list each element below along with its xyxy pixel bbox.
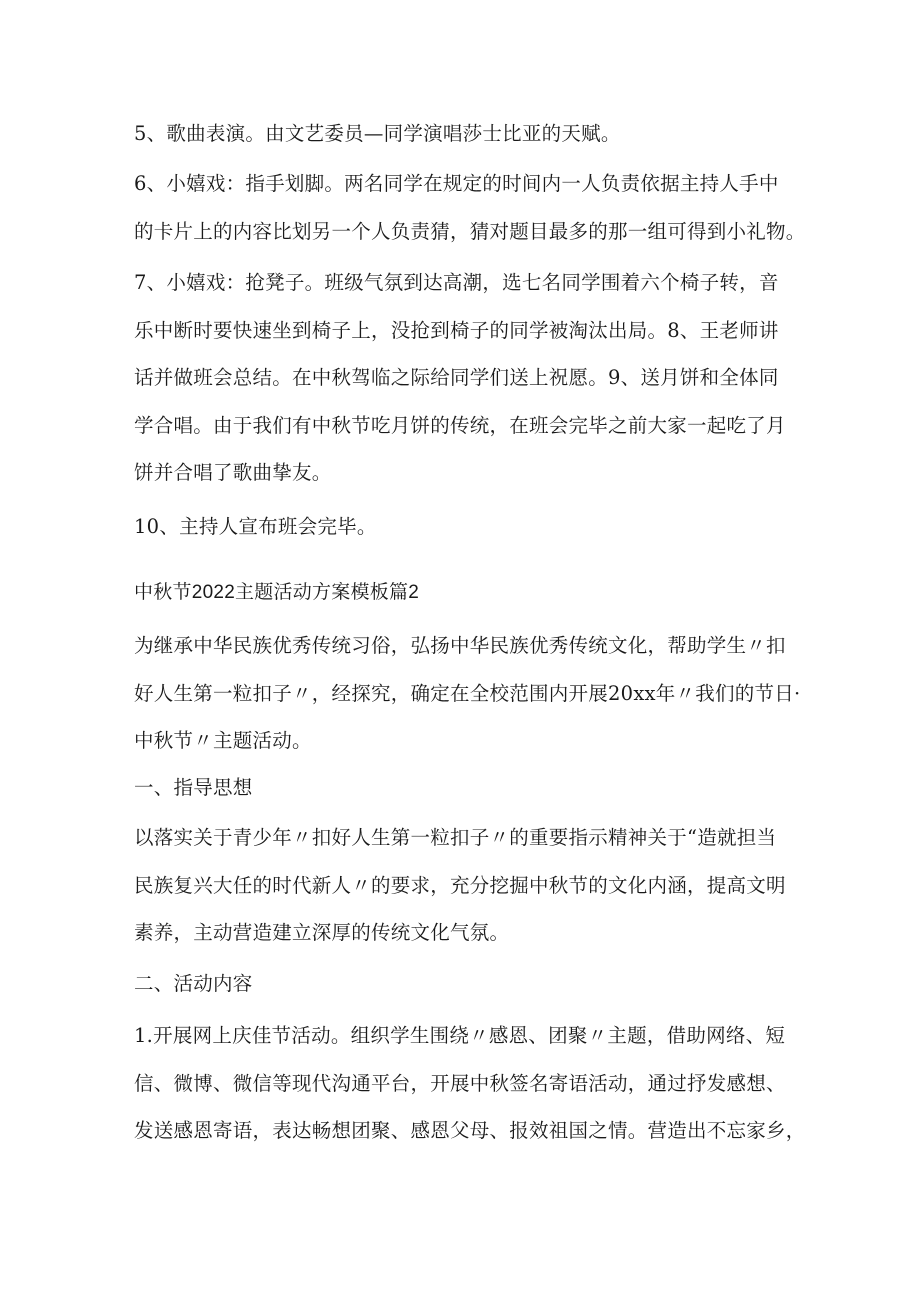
text-line: 1.开展网上庆佳节活动。组织学生围绕〃感恩、团聚〃主题，借助网络、短 xyxy=(134,1024,786,1047)
text-line: 10、主持人宣布班会完毕。 xyxy=(134,515,377,538)
text-line: 饼并合唱了歌曲挚友。 xyxy=(134,461,332,485)
heading-activity-content xyxy=(134,960,794,1008)
item-5-paragraph xyxy=(134,110,794,158)
activity-1-paragraph xyxy=(134,1012,806,1155)
text-line: 素养，主动营造建立深厚的传统文化气氛。 xyxy=(134,921,510,945)
text-line: 的卡片上的内容比划另一个人负责猜，猜对题目最多的那一组可得到小礼物。 xyxy=(134,219,806,243)
text-line: 为继承中华民族优秀传统习俗，弘扬中华民族优秀传统文化，帮助学生〃扣 xyxy=(134,634,786,657)
item-6-paragraph xyxy=(134,160,806,255)
text-line: 以落实关于青少年〃扣好人生第一粒扣子〃的重要指示精神关于“造就担当 xyxy=(134,826,777,849)
text-line: 二、活动内容 xyxy=(134,972,253,995)
text-line: 中秋节〃主题活动。 xyxy=(134,729,312,753)
item-10-paragraph xyxy=(134,503,794,551)
text-line: 好人生第一粒扣子〃，经探究，确定在全校范围内开展20xx年〃我们的节日· xyxy=(134,681,801,705)
text-line: 学合唱。由于我们有中秋节吃月饼的传统，在班会完毕之前大家一起吃了月 xyxy=(134,413,786,437)
text-line: 乐中断时要快速坐到椅子上，没抢到椅子的同学被淘汰出局。8、王老师讲 xyxy=(134,318,779,342)
item-7-paragraph xyxy=(134,259,794,497)
text-line: 话并做班会总结。在中秋驾临之际给同学们送上祝愿。9、送月饼和全体同 xyxy=(134,366,779,390)
text-line: 中秋节2022主题活动方案模板篇2 xyxy=(134,582,420,603)
text-line: 5、歌曲表演。由文艺委员—同学演唱莎士比亚的天赋。 xyxy=(134,122,621,145)
text-line: 一、指导思想 xyxy=(134,776,253,799)
section-title xyxy=(134,569,794,617)
heading-guiding-ideology xyxy=(134,764,794,812)
text-line: 民族复兴大任的时代新人〃的要求，充分挖掘中秋节的文化内涵，提高文明 xyxy=(134,873,786,897)
text-line: 7、小嬉戏：抢凳子。班级气氛到达高潮，选七名同学围着六个椅子转，音 xyxy=(134,271,779,294)
guideline-paragraph xyxy=(134,814,794,957)
text-line: 发送感恩寄语，表达畅想团聚、感恩父母、报效祖国之情。营造出不忘家乡， xyxy=(134,1119,806,1143)
text-line: 信、微博、微信等现代沟通平台，开展中秋签名寄语活动，通过抒发感想、 xyxy=(134,1071,786,1095)
text-line: 6、小嬉戏：指手划脚。两名同学在规定的时间内一人负责依据主持人手中 xyxy=(134,172,779,195)
intro-paragraph xyxy=(134,622,801,765)
